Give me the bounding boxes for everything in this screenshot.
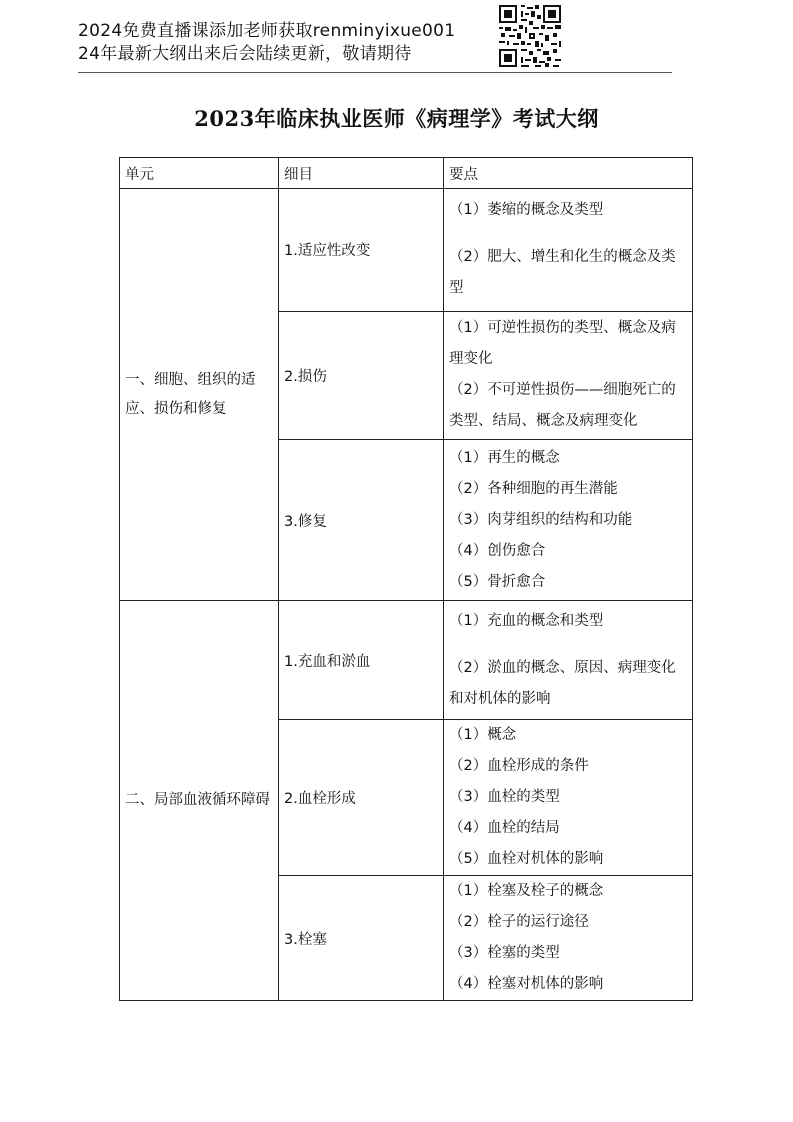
qr-code-icon [497,3,563,69]
points-cell [444,876,693,1001]
point-text: （2）血栓形成的条件 [449,758,589,774]
table-row [120,189,693,312]
point-text: （1）栓塞及栓子的概念 [449,883,604,899]
points-cell [444,189,693,312]
point-text: （2）肥大、增生和化生的概念及类型 [449,249,676,297]
promo-header [78,20,478,66]
column-header-item: 细目 [279,158,444,189]
point-text: （1）可逆性损伤的类型、概念及病理变化 [449,320,676,368]
point-text: （4）血栓的结局 [449,820,560,836]
column-header-points: 要点 [444,158,693,189]
points-cell [444,311,693,440]
point-text: （1）充血的概念和类型 [449,612,604,629]
promo-line-1: 2024免费直播课添加老师获取renminyixue001 [78,21,456,41]
unit-cell: 一、细胞、组织的适应、损伤和修复 [120,189,279,601]
header-divider [78,72,672,73]
point-text: （4）栓塞对机体的影响 [449,976,604,992]
point-text: （1）概念 [449,727,517,743]
table-header-row [120,158,693,189]
point-text: （3）肉芽组织的结构和功能 [449,511,633,528]
document-title: 2023年临床执业医师《病理学》考试大纲 [194,106,599,131]
point-text: （1）萎缩的概念及类型 [449,202,604,219]
points-cell [444,440,693,601]
item-cell: 3.修复 [279,440,444,601]
point-text: （5）血栓对机体的影响 [449,851,604,867]
point-text: （1）再生的概念 [449,449,560,466]
point-text: （3）栓塞的类型 [449,945,560,961]
point-text: （4）创伤愈合 [449,542,546,559]
point-text: （5）骨折愈合 [449,573,546,590]
item-cell: 1.适应性改变 [279,189,444,312]
item-cell: 2.血栓形成 [279,720,444,876]
syllabus-table [119,157,693,1001]
item-cell: 1.充血和淤血 [279,601,444,720]
point-text: （2）栓子的运行途径 [449,914,589,930]
item-cell: 3.栓塞 [279,876,444,1001]
point-text: （2）不可逆性损伤——细胞死亡的类型、结局、概念及病理变化 [449,382,676,430]
points-cell [444,720,693,876]
unit-cell: 二、局部血液循环障碍 [120,601,279,1001]
table-row [120,601,693,720]
points-cell [444,601,693,720]
item-cell: 2.损伤 [279,311,444,440]
point-text: （3）血栓的类型 [449,789,560,805]
promo-line-2: 24年最新大纲出来后会陆续更新，敬请期待 [78,44,412,64]
point-text: （2）各种细胞的再生潜能 [449,480,618,497]
column-header-unit: 单元 [120,158,279,189]
point-text: （2）淤血的概念、原因、病理变化和对机体的影响 [449,659,676,707]
